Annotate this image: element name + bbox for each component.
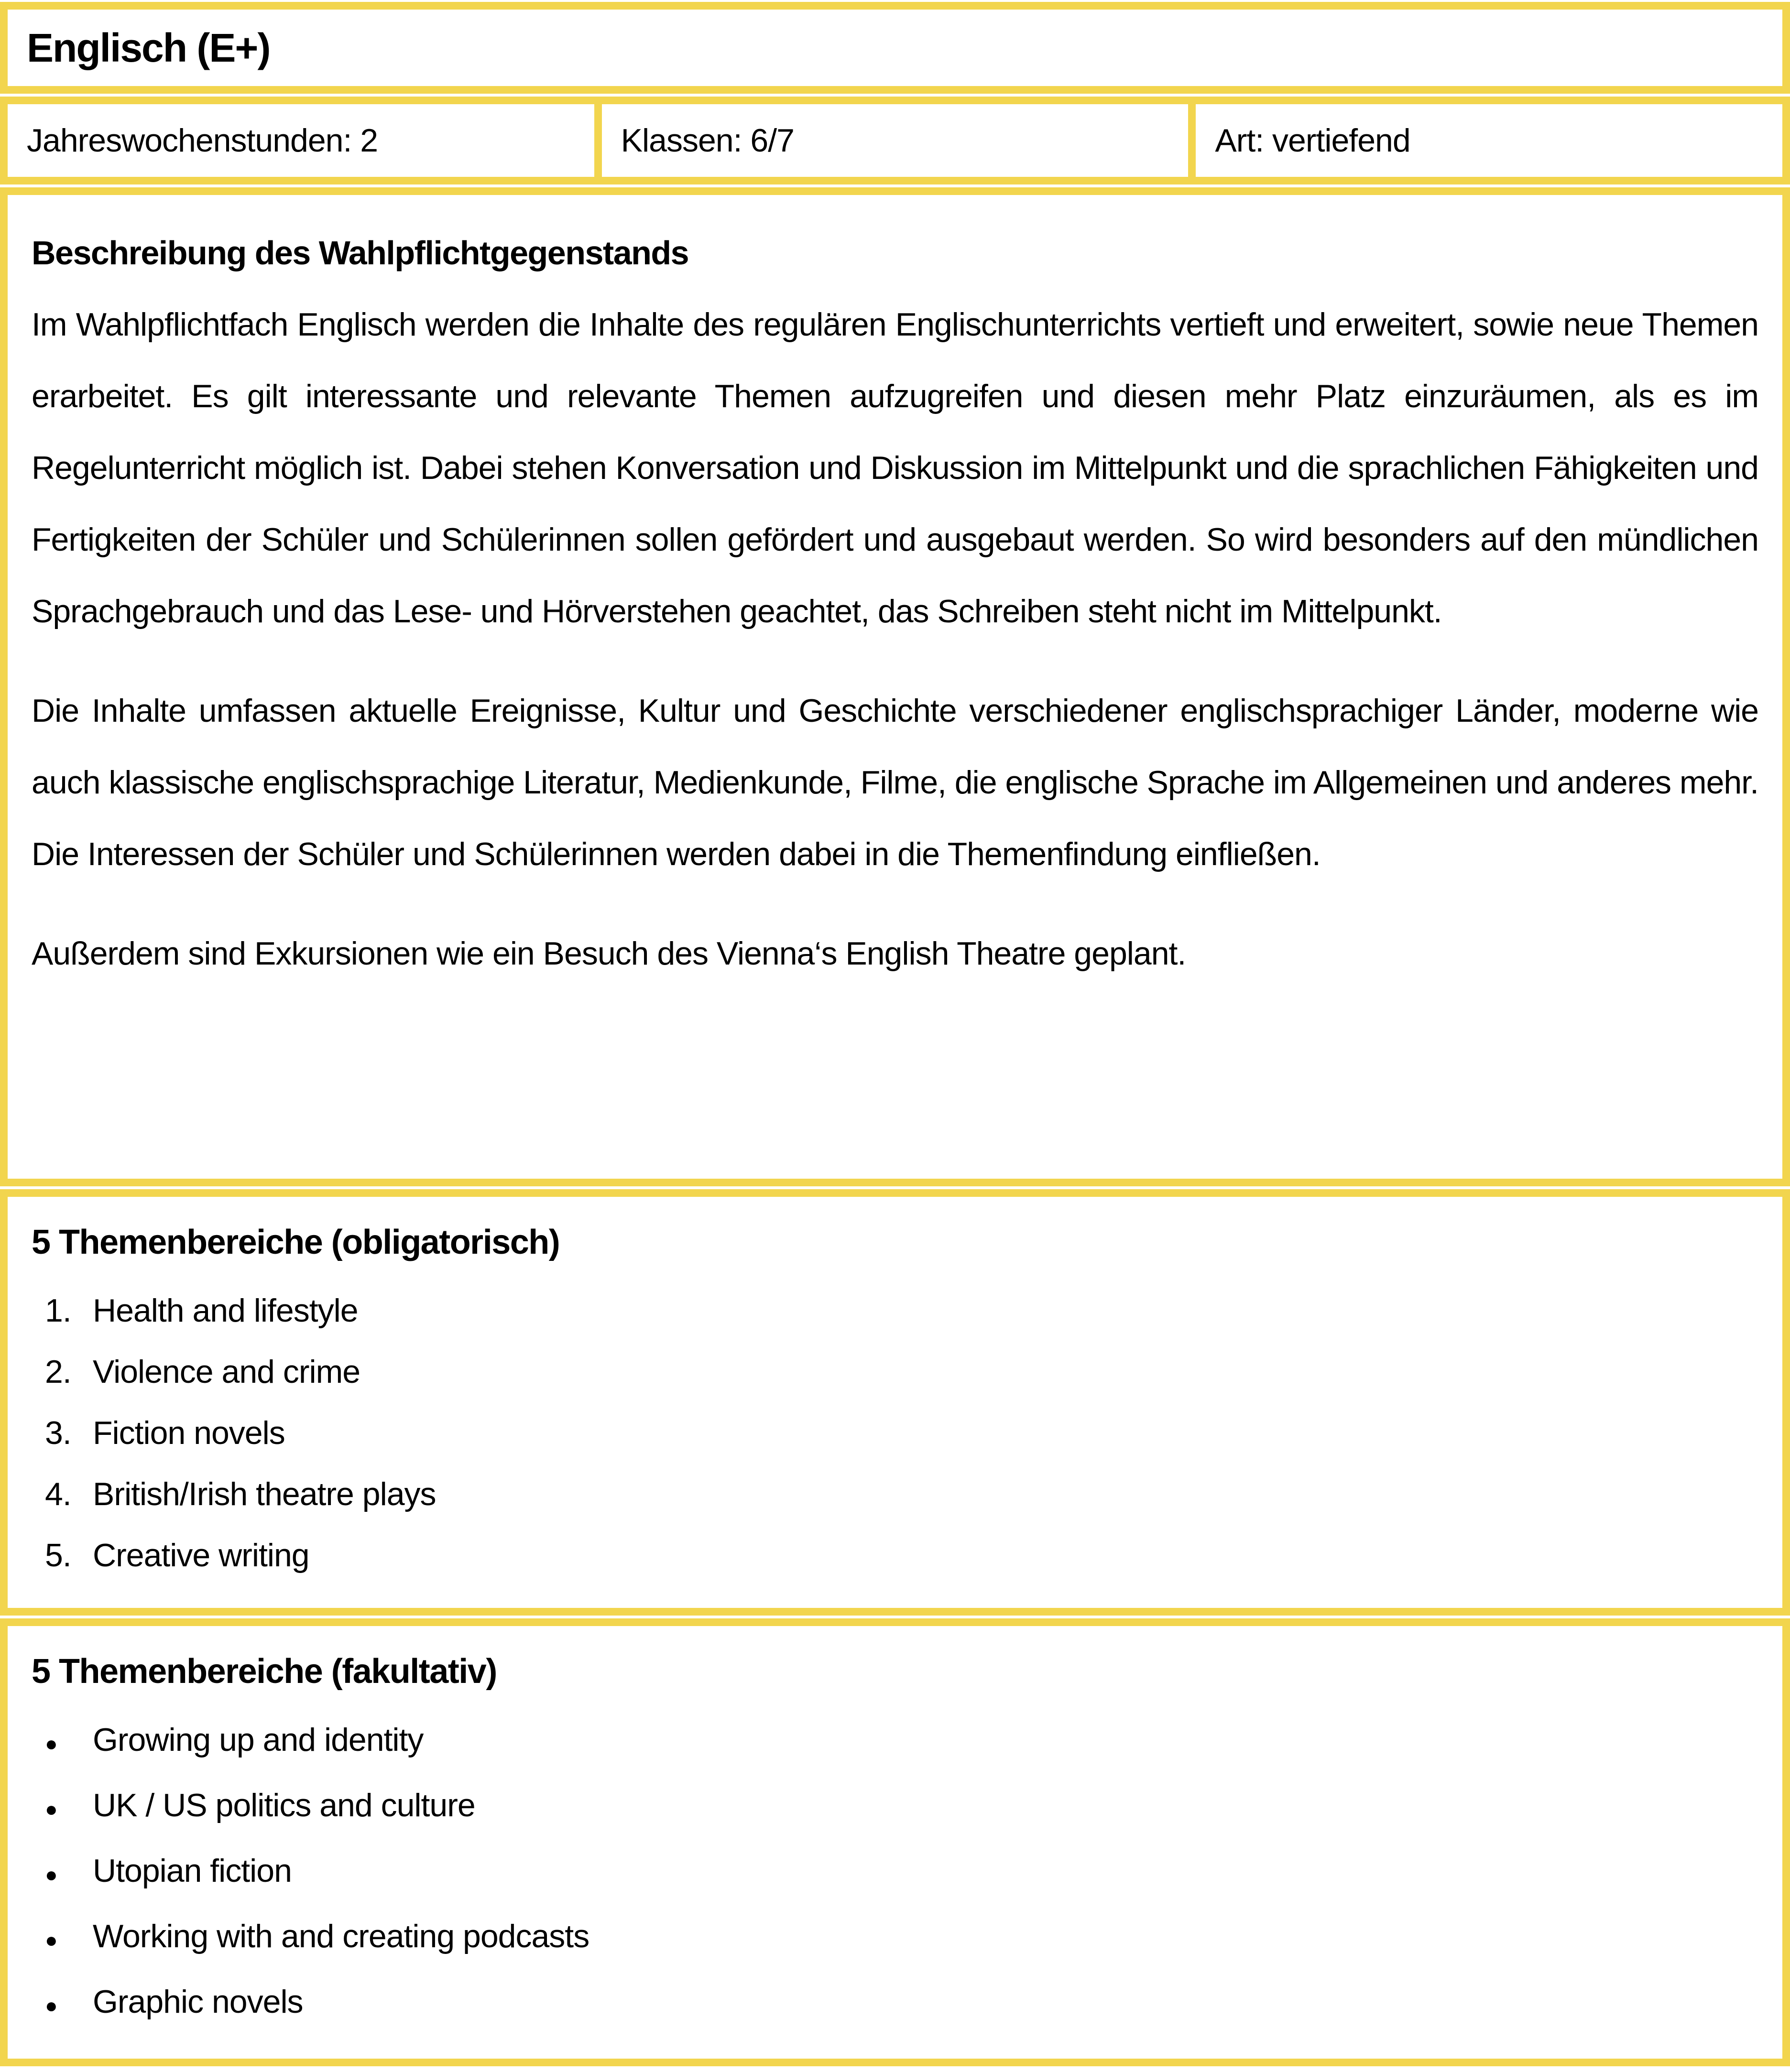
topic-list-item [32, 1852, 1758, 1894]
topic-list-item [32, 1475, 1758, 1513]
meta-row [0, 97, 1790, 184]
topic-item-label: UK / US politics and culture [93, 1787, 475, 1823]
meta-hours-text: Jahreswochenstunden: 2 [27, 122, 378, 159]
meta-cell-type [1196, 104, 1782, 177]
topics-obligatory-list [32, 1291, 1758, 1574]
bullet-icon: ● [45, 1929, 57, 1952]
topic-list-item [32, 1983, 1758, 2025]
topics-optional-heading: 5 Themenbereiche (fakultativ) [32, 1652, 497, 1691]
list-number-marker: 4. [45, 1476, 71, 1512]
topic-item-label: Health and lifestyle [93, 1292, 358, 1329]
meta-type-text: Art: vertiefend [1215, 122, 1410, 159]
bullet-icon: ● [45, 1798, 57, 1821]
topic-item-label: Growing up and identity [93, 1722, 424, 1758]
topic-item-label: British/Irish theatre plays [93, 1476, 436, 1512]
topic-list-item [32, 1917, 1758, 1960]
topic-item-label: Creative writing [93, 1537, 309, 1573]
topic-item-label: Utopian fiction [93, 1853, 292, 1889]
list-number-marker: 2. [45, 1354, 71, 1390]
topic-list-item [32, 1721, 1758, 1763]
list-number-marker: 1. [45, 1292, 71, 1329]
description-paragraphs [32, 289, 1758, 989]
topic-list-item [32, 1786, 1758, 1829]
description-heading: Beschreibung des Wahlpflichtgegenstands [32, 234, 689, 271]
bullet-icon: ● [45, 1994, 57, 2018]
description-box [0, 187, 1790, 1186]
topic-list-item [32, 1414, 1758, 1452]
topic-list-item [32, 1291, 1758, 1330]
topics-optional-box [0, 1618, 1790, 2066]
topics-obligatory-heading: 5 Themenbereiche (obligatorisch) [32, 1223, 560, 1261]
bullet-icon: ● [45, 1863, 57, 1887]
subject-title-box [0, 2, 1790, 94]
list-number-marker: 3. [45, 1415, 71, 1451]
topic-item-label: Working with and creating podcasts [93, 1918, 589, 1954]
meta-cell-hours [8, 104, 602, 177]
topics-obligatory-box [0, 1189, 1790, 1616]
description-paragraph: Die Inhalte umfassen aktuelle Ereignisse, Kultur und Geschichte verschiedener englischsprachiger Länder, moderne wie auch klassische englischsprachige Literatur, Medienkunde, Filme, die englische Sprache im Allgemeinen und anderes mehr. Die Interessen der Schüler und Schülerinnen werden dabei in die Themenfindung einfließen. [32, 693, 1758, 872]
description-paragraph: Außerdem sind Exkursionen wie ein Besuch des Vienna‘s English Theatre geplant. [32, 935, 1186, 972]
topics-optional-list [32, 1721, 1758, 2025]
topic-list-item [32, 1536, 1758, 1574]
topic-item-label: Graphic novels [93, 1984, 303, 2020]
subject-title: Englisch (E+) [27, 25, 270, 70]
meta-cell-classes [602, 104, 1196, 177]
topic-item-label: Fiction novels [93, 1415, 285, 1451]
topic-list-item [32, 1353, 1758, 1391]
list-number-marker: 5. [45, 1537, 71, 1573]
topic-item-label: Violence and crime [93, 1354, 360, 1390]
description-paragraph: Im Wahlpflichtfach Englisch werden die Inhalte des regulären Englischunterrichts vertieft und erweitert, sowie neue Themen erarbeitet. Es gilt interessante und relevante Themen aufzugreifen und diesen mehr Platz einzuräumen, als es im Regelunterricht möglich ist. Dabei stehen Konversation und Diskussion im Mittelpunkt und die sprachlichen Fähigkeiten und Fertigkeiten der Schüler und Schülerinnen sollen gefördert und ausgebaut werden. So wird besonders auf den mündlichen Sprachgebrauch und das Lese- und Hörverstehen geachtet, das Schreiben steht nicht im Mittelpunkt. [32, 306, 1758, 629]
bullet-icon: ● [45, 1732, 57, 1756]
meta-classes-text: Klassen: 6/7 [621, 122, 794, 159]
